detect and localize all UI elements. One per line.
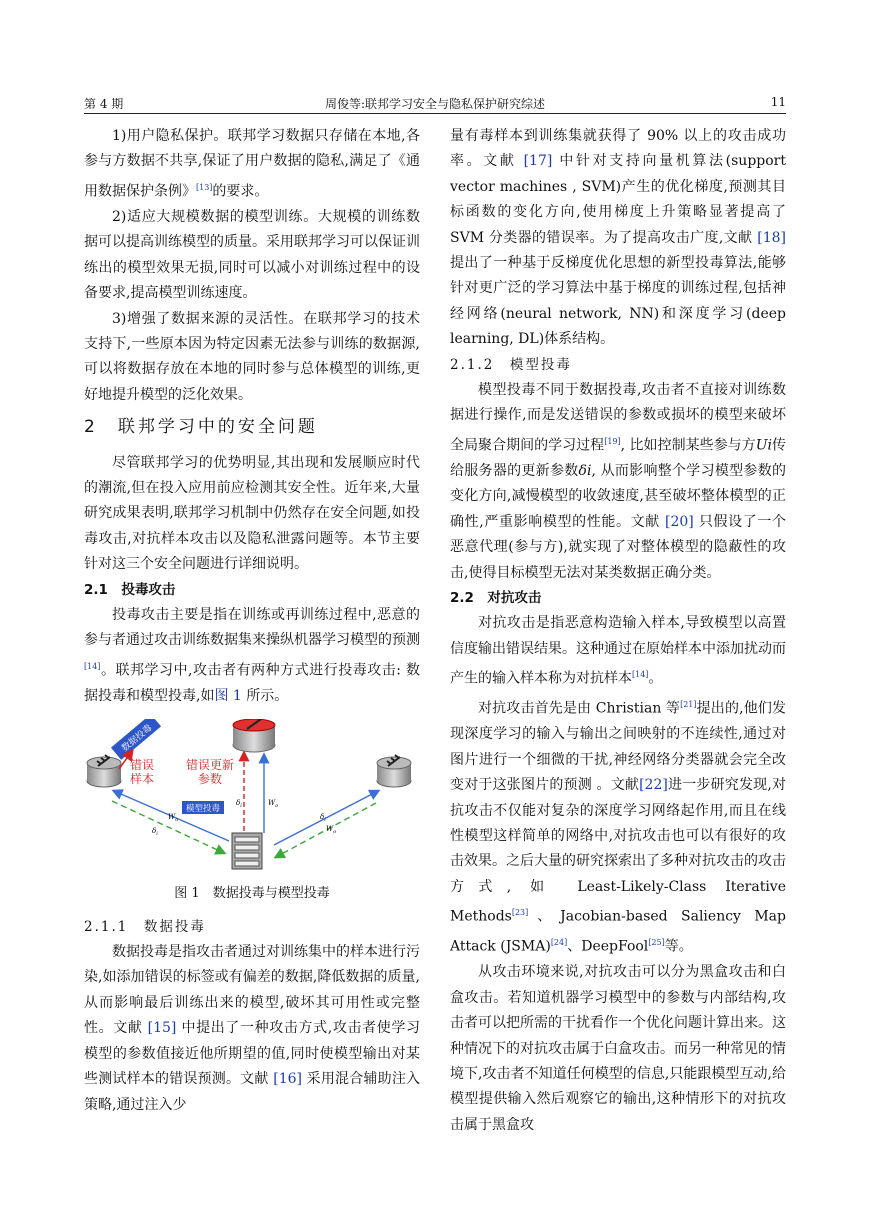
wrong-update-label: 错误更新参数 bbox=[185, 758, 235, 787]
citation-link[interactable]: [20] bbox=[665, 513, 694, 530]
figure-link[interactable]: 图 1 bbox=[214, 687, 242, 704]
server-top-icon bbox=[233, 719, 275, 752]
citation-link[interactable]: [14] bbox=[84, 661, 101, 671]
paragraph: 数据投毒是指攻击者通过对训练集中的样本进行污染,如添加错误的标签或有偏差的数据,降低数据的质量,从而影响最后训练出来的模型,破坏其可用性或完整性。文献 [15] 中提出了一种攻击方式,攻击者使学习模型的参数值接近他所期望的值,同时使模型输出对某些测试样本的错误预测。文献 [16] 采用混合辅助注入策略,通过注入少 bbox=[84, 944, 421, 1113]
paragraph: 2)适应大规模数据的模型训练。大规模的训练数据可以提高训练模型的质量。采用联邦学习可以保证训练出的模型效果无损,同时可以减小对训练过程中的设备要求,提高模型训练速度。 bbox=[84, 208, 420, 302]
subsection-heading: 2.2 对抗攻击 bbox=[450, 589, 542, 606]
svg-text:δi: $\delta_i$ bbox=[152, 827, 158, 838]
paragraph: 1)用户隐私保护。联邦学习数据只存储在本地,各参与方数据不共享,保证了用户数据的隐私,满足了《通用数据保护条例》[13]的要求。 bbox=[84, 128, 420, 200]
svg-text:δi: $\delta_i$ bbox=[320, 813, 326, 824]
figure-1 bbox=[84, 719, 420, 877]
right-column bbox=[450, 124, 786, 1138]
paragraph: 对抗攻击是指恶意构造输入样本,导致模型以高置信度输出错误结果。这种通过在原始样本中添加扰动而产生的输入样本称为对抗样本[14]。 bbox=[450, 615, 786, 687]
citation-link[interactable]: [17] bbox=[523, 153, 553, 170]
paragraph: 投毒攻击主要是指在训练或再训练过程中,恶意的参与者通过攻击训练数据集来操纵机器学习模型的预测[14]。联邦学习中,攻击者有两种方式进行投毒攻击: 数据投毒和模型投毒,如图 1 所示。 bbox=[84, 606, 420, 704]
client-right-icon bbox=[377, 755, 411, 787]
running-title: 周俊等:联邦学习安全与隐私保护研究综述 bbox=[324, 97, 546, 111]
citation-link[interactable]: [16] bbox=[273, 1071, 302, 1088]
model-right-arrow bbox=[274, 791, 378, 845]
citation-link[interactable]: [25] bbox=[648, 938, 665, 948]
data-poison-tag bbox=[111, 719, 161, 760]
page-number: 11 bbox=[770, 95, 786, 109]
citation-link[interactable]: [24] bbox=[550, 938, 568, 948]
citation-link[interactable]: [18] bbox=[757, 229, 786, 246]
citation-link[interactable]: [23] bbox=[511, 908, 529, 918]
section-heading: 2 联邦学习中的安全问题 bbox=[84, 417, 318, 438]
left-column bbox=[84, 124, 420, 1118]
svg-text:δi: $\delta_i$ bbox=[236, 799, 242, 810]
poisoning-diagram bbox=[84, 719, 420, 877]
subsubsection-heading: 2.1.2 模型投毒 bbox=[450, 356, 572, 373]
paragraph: 量有毒样本到训练集就获得了 90% 以上的攻击成功率。文献 [17] 中针对支持向量机算法(support vector machines , SVM)产生的优化梯度,预测其目标函数的变化方向,使用梯度上升策略显著提高了 SVM 分类器的错误率。为了提高攻击广度,文献 [18] 提出了一种基于反梯度优化思想的新型投毒算法,能够针对更广泛的学习算法中基于梯度的训练过程,包括神经网络(neural network, NN)和深度学习(deep learning, DL)体系结构。 bbox=[450, 128, 786, 348]
client-left-icon bbox=[87, 755, 121, 787]
svg-text:Wo: $W_o$ bbox=[168, 813, 179, 824]
paragraph: 3)增强了数据来源的灵活性。在联邦学习的技术支持下,一些原本因为特定因素无法参与训练的数据源,可以将数据存放在本地的同时参与总体模型的训练,更好地提升模型的泛化效果。 bbox=[84, 310, 420, 403]
svg-text:Wo: $W_o$ bbox=[326, 825, 337, 836]
paragraph: 模型投毒不同于数据投毒,攻击者不直接对训练数据进行操作,而是发送错误的参数或损坏的模型来破坏全局聚合期间的学习过程[19], 比如控制某些参与方Ui传给服务器的更新参数δi, 从而影响整个学习模型参数的变化方向,减慢模型的收敛速度,甚至破坏整体模型的正确性,严重影响模型的性能。文献 [20] 只假设了一个恶意代理(参与方),就实现了对整体模型的隐蔽性的攻击,使得目标模型无法对某类数据正确分类。 bbox=[450, 382, 787, 581]
figure-caption: 图 1 数据投毒与模型投毒 bbox=[174, 886, 330, 902]
citation-link[interactable]: [14] bbox=[632, 670, 649, 680]
svg-text:模型投毒: 模型投毒 bbox=[185, 804, 221, 815]
wrong-sample-label: 错误样本 bbox=[129, 758, 155, 787]
issue-label: 第 4 期 bbox=[84, 97, 124, 111]
subsection-heading: 2.1 投毒攻击 bbox=[84, 581, 176, 598]
citation-link[interactable]: [19] bbox=[604, 436, 621, 446]
paragraph: 从攻击环境来说,对抗攻击可以分为黑盒攻击和白盒攻击。若知道机器学习模型中的参数与内部结构,攻击者可以把所需的干扰看作一个优化问题计算出来。这种情况下的对抗攻击属于白盒攻击。而另一种常见的情境下,攻击者不知道任何模型的信息,只能跟模型互动,给模型提供输入然后观察它的输出,这种情形下的对抗攻击属于黑盒攻 bbox=[450, 964, 786, 1133]
running-header bbox=[84, 93, 786, 114]
svg-text:数据投毒: 数据投毒 bbox=[120, 723, 155, 755]
citation-link[interactable]: [21] bbox=[680, 700, 697, 710]
paragraph: 尽管联邦学习的优势明显,其出现和发展顺应时代的潮流,但在投入应用前应检测其安全性。近年来,大量研究成果表明,联邦学习机制中仍然存在安全问题,如投毒攻击,对抗样本攻击以及隐私泄露问题等。本节主要针对这三个安全问题进行详细说明。 bbox=[84, 454, 420, 573]
svg-text:Wo: $W_o$ bbox=[268, 799, 279, 810]
aggregation-server-icon bbox=[232, 833, 262, 869]
citation-link[interactable]: [22] bbox=[639, 777, 668, 794]
paragraph: 对抗攻击首先是由 Christian 等[21]提出的,他们发现深度学习的输入与输出之间映射的不连续性,通过对图片进行一个细微的干扰,神经网络分类器就会完全改变对于这张图片的预测 。文献[22]进一步研究发现,对抗攻击不仅能对复杂的深度学习网络起作用,而且在线性模型这样简单的网络中,对抗攻击也可以有很好的攻击效果。之后大量的研究探索出了多种对抗攻击的攻击方式, 如 Least-Likely-Class Iterative Methods[23]、Jacobian-based Saliency Map Attack (JSMA)[24]、DeepFool[25]等。 bbox=[450, 700, 787, 955]
citation-link[interactable]: [13] bbox=[196, 182, 213, 192]
citation-link[interactable]: [15] bbox=[147, 1020, 177, 1037]
subsubsection-heading: 2.1.1 数据投毒 bbox=[84, 918, 206, 935]
